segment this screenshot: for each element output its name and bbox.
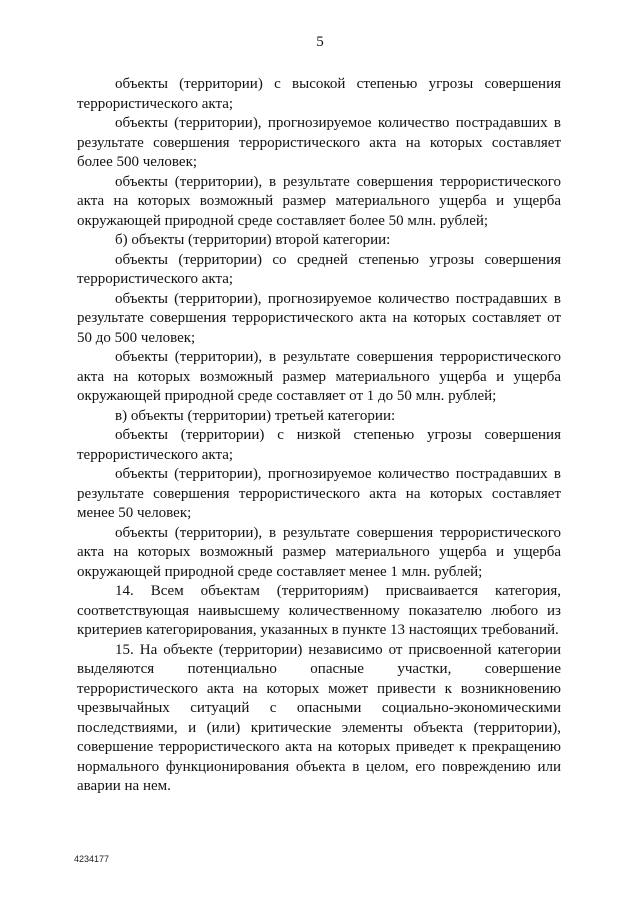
paragraph: 15. На объекте (территории) независимо от присвоенной категории выделяются потенциально опасные участки, совершение террористического акта на которых может привести к возникновению чрезвычайных ситуаций с опасными социально-экономическими последствиями, и (или) критические элементы объекта (территории), совершение террористического акта на которых приведет к прекращению нормального функционирования объекта в целом, его повреждению или аварии на нем. bbox=[77, 641, 561, 794]
paragraph: 14. Всем объектам (территориям) присваивается категория, соответствующая наивысшему количественному показателю любого из критериев категорирования, указанных в пункте 13 настоящих требований. bbox=[77, 583, 561, 638]
paragraph: объекты (территории), в результате совершения террористического акта на которых возможный размер материального ущерба и ущерба окружающей природной среде составляет менее 1 млн. рублей; bbox=[77, 524, 561, 580]
document-body bbox=[77, 75, 561, 797]
paragraph: объекты (территории), в результате совершения террористического акта на которых возможный размер материального ущерба и ущерба окружающей природной среде составляет от 1 до 50 млн. рублей; bbox=[77, 349, 561, 404]
paragraph: объекты (территории), прогнозируемое количество пострадавших в результате совершения террористического акта на которых составляет более 500 человек; bbox=[77, 115, 561, 170]
document-id: 4234177 bbox=[74, 854, 110, 864]
paragraph: в) объекты (территории) третьей категории: bbox=[115, 407, 396, 424]
paragraph: объекты (территории), прогнозируемое количество пострадавших в результате совершения террористического акта на которых составляет от 50 до 500 человек; bbox=[77, 290, 561, 346]
paragraph: объекты (территории) со средней степенью угрозы совершения террористического акта; bbox=[77, 251, 561, 287]
paragraph: б) объекты (территории) второй категории: bbox=[115, 232, 391, 248]
paragraph: объекты (территории) с низкой степенью угрозы совершения террористического акта; bbox=[77, 427, 561, 463]
paragraph: объекты (территории), в результате совершения террористического акта на которых возможный размер материального ущерба и ущерба окружающей природной среде составляет более 50 млн. рублей; bbox=[77, 173, 561, 229]
paragraph: объекты (территории), прогнозируемое количество пострадавших в результате совершения террористического акта на которых составляет менее 50 человек; bbox=[77, 466, 561, 521]
paragraph: объекты (территории) с высокой степенью угрозы совершения террористического акта; bbox=[77, 76, 561, 112]
page-number: 5 bbox=[316, 34, 324, 50]
